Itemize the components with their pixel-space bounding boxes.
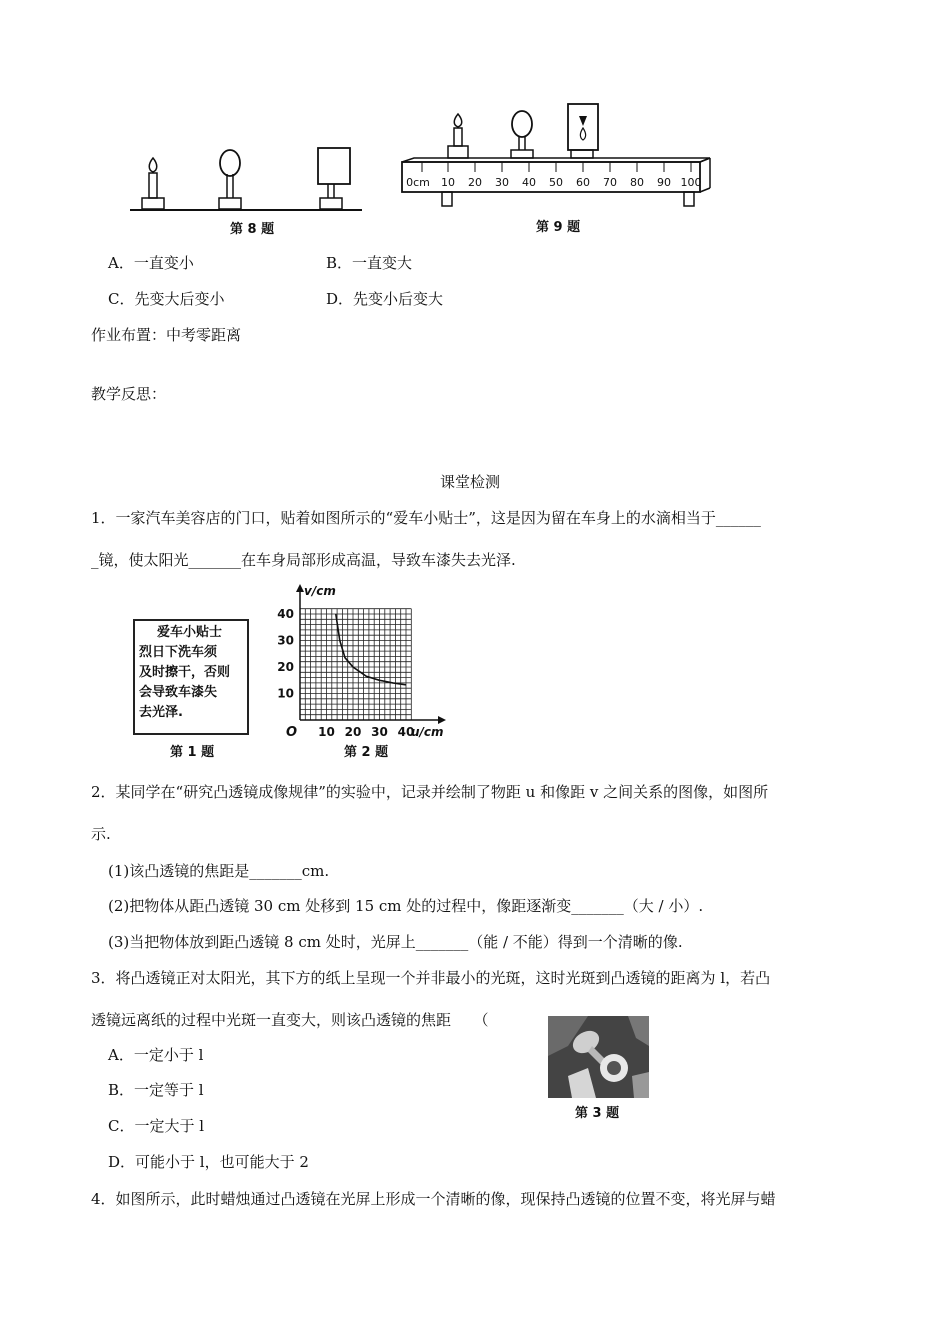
tip-line-4: 去光泽. xyxy=(139,705,183,720)
q8-option-a: A．一直变小 xyxy=(108,254,194,272)
ruler-label-0: 0cm xyxy=(406,176,430,189)
figure-2-caption: 第 2 题 xyxy=(344,745,389,760)
q3-line-2: 透镜远离纸的过程中光斑一直变大，则该凸透镜的焦距 （ xyxy=(91,1011,489,1029)
ruler-label-10: 10 xyxy=(441,176,455,189)
x-tick-label: 20 xyxy=(344,725,362,739)
q3-line-1: 3．将凸透镜正对太阳光，其下方的纸上呈现一个并非最小的光斑，这时光斑到凸透镜的距离为 l，若凸 xyxy=(91,969,771,987)
ruler-label-50: 50 xyxy=(549,176,563,189)
reflection-line: 教学反思： xyxy=(91,385,167,403)
q8-option-b: B．一直变大 xyxy=(326,254,413,272)
q2-sub-2: (2)把物体从距凸透镜 30 cm 处移到 15 cm 处的过程中，像距逐渐变_______（大 / 小）. xyxy=(108,897,704,915)
x-tick-label: 40 xyxy=(397,725,415,739)
y-tick-label: 30 xyxy=(277,633,294,648)
homework-line: 作业布置：中考零距离 xyxy=(91,326,242,344)
y-tick-label: 20 xyxy=(277,660,294,674)
origin-label: O xyxy=(286,725,298,740)
ruler-label-60: 60 xyxy=(576,176,590,189)
ruler-label-30: 30 xyxy=(495,176,509,189)
section-title: 课堂检测 xyxy=(440,473,501,491)
tip-line-2: 及时擦干，否则 xyxy=(139,665,231,680)
ruler-label-80: 80 xyxy=(630,176,644,189)
y-tick-label: 40 xyxy=(277,607,294,621)
ruler-label-40: 40 xyxy=(522,176,536,189)
figure-9-caption: 第 9 题 xyxy=(536,220,581,235)
figure-3-photo xyxy=(548,1016,649,1098)
chart-grid xyxy=(300,609,411,720)
q2-line-1: 2．某同学在“研究凸透镜成像规律”的实验中，记录并绘制了物距 u 和像距 v 之间关系的图像，如图所 xyxy=(91,783,769,801)
q4-line-1: 4．如图所示，此时蜡烛通过凸透镜在光屏上形成一个清晰的像，现保持凸透镜的位置不变，将光屏与蜡 xyxy=(91,1190,776,1208)
figure-9-optical-bench xyxy=(398,100,718,218)
y-tick-label: 10 xyxy=(277,686,294,701)
ruler-label-100: 100 xyxy=(680,176,702,189)
q3-option-c: C．一定大于 l xyxy=(108,1117,205,1135)
q8-option-c: C．先变大后变小 xyxy=(108,290,225,308)
q1-line-1: 1．一家汽车美容店的门口，贴着如图所示的“爱车小贴士”，这是因为留在车身上的水滴相当于______ xyxy=(91,509,761,527)
figure-8-apparatus xyxy=(128,140,368,220)
tip-title: 爱车小贴士 xyxy=(157,625,223,640)
tip-line-1: 烈日下洗车须 xyxy=(139,645,218,660)
q3-option-d: D．可能小于 l，也可能大于 2 xyxy=(108,1153,309,1171)
q1-line-2: _镜，使太阳光_______在车身局部形成高温，导致车漆失去光泽. xyxy=(91,551,516,569)
x-tick-label: 10 xyxy=(318,725,335,739)
figure-3-caption: 第 3 题 xyxy=(575,1106,620,1121)
x-tick-label: 30 xyxy=(371,725,388,739)
ruler-label-90: 90 xyxy=(657,176,671,189)
car-care-tip-card xyxy=(133,619,249,735)
y-axis-label: v/cm xyxy=(304,584,336,598)
x-axis-label: u/cm xyxy=(411,725,444,739)
q3-option-a: A．一定小于 l xyxy=(108,1046,204,1064)
ruler-label-20: 20 xyxy=(468,176,482,189)
q2-line-2: 示. xyxy=(91,825,111,843)
figure-8-caption: 第 8 题 xyxy=(230,222,275,237)
tip-line-3: 会导致车漆失 xyxy=(139,685,218,700)
ruler-label-70: 70 xyxy=(603,176,617,189)
q3-option-b: B．一定等于 l xyxy=(108,1081,204,1099)
q2-sub-1: (1)该凸透镜的焦距是_______cm. xyxy=(108,862,330,880)
q2-sub-3: (3)当把物体放到距凸透镜 8 cm 处时，光屏上_______（能 / 不能）得到一个清晰的像. xyxy=(108,933,683,951)
q8-option-d: D．先变小后变大 xyxy=(326,290,444,308)
figure-1-caption: 第 1 题 xyxy=(170,745,215,760)
uv-graph xyxy=(270,582,455,742)
